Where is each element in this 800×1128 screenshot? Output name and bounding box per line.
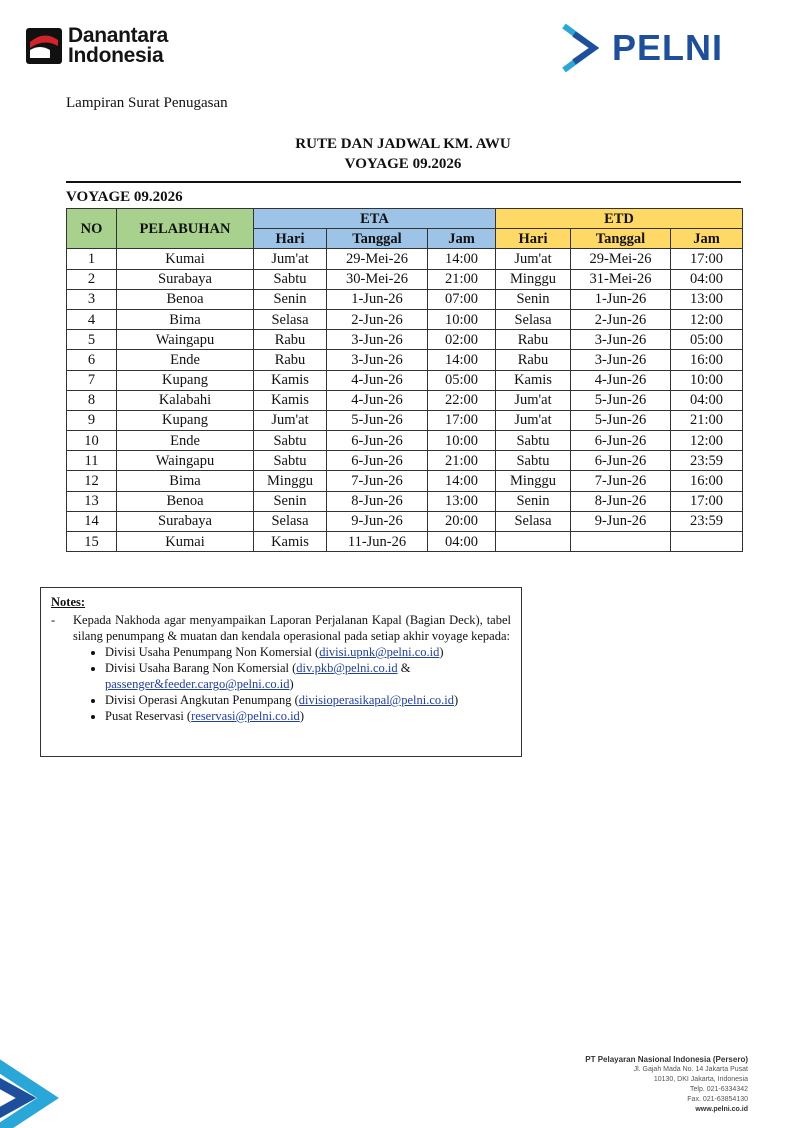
footer-phone: Telp. 021-6334342 xyxy=(690,1086,748,1093)
cell-port: Ende xyxy=(117,431,254,451)
cell-etd-time: 17:00 xyxy=(671,491,743,511)
table-row xyxy=(67,309,743,329)
cell-eta-day: Sabtu xyxy=(254,451,327,471)
cell-etd-time: 17:00 xyxy=(671,249,743,269)
cell-etd-day: Senin xyxy=(496,289,571,309)
cell-eta-day: Senin xyxy=(254,289,327,309)
list-item: • Pusat Reservasi (reservasi@pelni.co.id) xyxy=(105,708,511,724)
cell-eta-date: 30-Mei-26 xyxy=(327,269,428,289)
cell-etd-date: 5-Jun-26 xyxy=(571,390,671,410)
cell-eta-date: 29-Mei-26 xyxy=(327,249,428,269)
cell-etd-date: 3-Jun-26 xyxy=(571,330,671,350)
pelni-mark-icon xyxy=(560,22,604,74)
cell-etd-day: Sabtu xyxy=(496,451,571,471)
cell-eta-time: 04:00 xyxy=(428,532,496,552)
cell-etd-day: Rabu xyxy=(496,350,571,370)
table-row xyxy=(67,451,743,471)
cell-etd-day: Minggu xyxy=(496,269,571,289)
table-row xyxy=(67,330,743,350)
footer-address xyxy=(585,1055,748,1115)
eta-day-header: Hari xyxy=(254,229,327,249)
cell-etd-day: Jum'at xyxy=(496,390,571,410)
notes-box xyxy=(40,587,522,757)
cell-eta-time: 10:00 xyxy=(428,431,496,451)
cell-eta-time: 21:00 xyxy=(428,269,496,289)
danantara-mark-icon xyxy=(26,28,62,64)
cell-etd-time: 21:00 xyxy=(671,410,743,430)
cell-eta-date: 3-Jun-26 xyxy=(327,350,428,370)
cell-etd-day: Sabtu xyxy=(496,431,571,451)
header-divider xyxy=(66,181,741,183)
email-link[interactable]: divisioperasikapal@pelni.co.id xyxy=(298,693,454,707)
cell-etd-date: 8-Jun-26 xyxy=(571,491,671,511)
schedule-table xyxy=(66,208,743,552)
cell-port: Surabaya xyxy=(117,511,254,531)
cell-eta-day: Selasa xyxy=(254,309,327,329)
cell-eta-time: 14:00 xyxy=(428,249,496,269)
cell-port: Kupang xyxy=(117,370,254,390)
email-link[interactable]: div.pkb@pelni.co.id xyxy=(296,661,398,675)
cell-port: Benoa xyxy=(117,289,254,309)
list-item: • Divisi Operasi Angkutan Penumpang (divisioperasikapal@pelni.co.id) xyxy=(105,692,511,708)
cell-etd-time: 04:00 xyxy=(671,269,743,289)
cell-etd-time: 16:00 xyxy=(671,471,743,491)
table-row xyxy=(67,431,743,451)
corner-chevron-icon xyxy=(0,1052,64,1128)
table-row xyxy=(67,390,743,410)
cell-eta-day: Minggu xyxy=(254,471,327,491)
cell-eta-day: Selasa xyxy=(254,511,327,531)
table-row xyxy=(67,471,743,491)
cell-eta-date: 6-Jun-26 xyxy=(327,451,428,471)
cell-port: Benoa xyxy=(117,491,254,511)
cell-eta-time: 05:00 xyxy=(428,370,496,390)
col-port-header: PELABUHAN xyxy=(117,209,254,249)
footer-address-line2: 10130, DKI Jakarta, Indonesia xyxy=(653,1076,748,1083)
cell-no: 14 xyxy=(67,511,117,531)
cell-eta-time: 14:00 xyxy=(428,350,496,370)
email-link[interactable]: reservasi@pelni.co.id xyxy=(191,709,300,723)
pelni-logo xyxy=(560,22,723,74)
cell-etd-time: 04:00 xyxy=(671,390,743,410)
table-row xyxy=(67,491,743,511)
attachment-label: Lampiran Surat Penugasan xyxy=(66,95,228,111)
cell-etd-day: Jum'at xyxy=(496,410,571,430)
table-row xyxy=(67,249,743,269)
footer-fax: Fax. 021-63854130 xyxy=(687,1096,748,1103)
cell-eta-time: 20:00 xyxy=(428,511,496,531)
footer-address-line1: Jl. Gajah Mada No. 14 Jakarta Pusat xyxy=(633,1066,748,1073)
cell-eta-day: Kamis xyxy=(254,370,327,390)
cell-eta-day: Kamis xyxy=(254,532,327,552)
footer-company: PT Pelayaran Nasional Indonesia (Persero) xyxy=(585,1055,748,1064)
cell-etd-date: 7-Jun-26 xyxy=(571,471,671,491)
cell-port: Ende xyxy=(117,350,254,370)
notes-heading: Notes: xyxy=(51,595,86,609)
doc-title: RUTE DAN JADWAL KM. AWU xyxy=(295,136,511,152)
list-item: • Divisi Usaha Penumpang Non Komersial (divisi.upnk@pelni.co.id) xyxy=(105,644,511,660)
logo-text-line1: Danantara xyxy=(68,24,169,47)
cell-no: 5 xyxy=(67,330,117,350)
cell-eta-day: Jum'at xyxy=(254,249,327,269)
cell-etd-day: Jum'at xyxy=(496,249,571,269)
cell-etd-time: 10:00 xyxy=(671,370,743,390)
cell-etd-date: 3-Jun-26 xyxy=(571,350,671,370)
cell-etd-date: 4-Jun-26 xyxy=(571,370,671,390)
footer-website[interactable]: www.pelni.co.id xyxy=(695,1106,748,1113)
cell-eta-time: 17:00 xyxy=(428,410,496,430)
cell-etd-time xyxy=(671,532,743,552)
cell-no: 2 xyxy=(67,269,117,289)
cell-no: 9 xyxy=(67,410,117,430)
email-link[interactable]: divisi.upnk@pelni.co.id xyxy=(319,645,440,659)
cell-port: Kalabahi xyxy=(117,390,254,410)
doc-subtitle: VOYAGE 09.2026 xyxy=(344,156,462,172)
cell-eta-date: 8-Jun-26 xyxy=(327,491,428,511)
cell-no: 7 xyxy=(67,370,117,390)
cell-eta-time: 21:00 xyxy=(428,451,496,471)
etd-time-header: Jam xyxy=(671,229,743,249)
danantara-logo xyxy=(26,26,168,66)
cell-eta-time: 02:00 xyxy=(428,330,496,350)
list-item: • Divisi Usaha Barang Non Komersial (div.pkb@pelni.co.id & passenger&feeder.cargo@pelni.co.id) xyxy=(105,660,511,692)
cell-port: Kumai xyxy=(117,249,254,269)
cell-eta-time: 13:00 xyxy=(428,491,496,511)
cell-no: 13 xyxy=(67,491,117,511)
cell-etd-date: 9-Jun-26 xyxy=(571,511,671,531)
cell-eta-time: 10:00 xyxy=(428,309,496,329)
cell-etd-time: 13:00 xyxy=(671,289,743,309)
cell-no: 12 xyxy=(67,471,117,491)
cell-etd-day: Selasa xyxy=(496,511,571,531)
cell-eta-day: Jum'at xyxy=(254,410,327,430)
cell-etd-day: Senin xyxy=(496,491,571,511)
table-row xyxy=(67,289,743,309)
cell-no: 3 xyxy=(67,289,117,309)
cell-etd-time: 05:00 xyxy=(671,330,743,350)
cell-eta-day: Rabu xyxy=(254,330,327,350)
cell-no: 6 xyxy=(67,350,117,370)
cell-etd-date: 31-Mei-26 xyxy=(571,269,671,289)
cell-eta-date: 4-Jun-26 xyxy=(327,370,428,390)
cell-eta-date: 5-Jun-26 xyxy=(327,410,428,430)
table-row xyxy=(67,269,743,289)
cell-etd-time: 16:00 xyxy=(671,350,743,370)
cell-etd-day xyxy=(496,532,571,552)
cell-eta-date: 2-Jun-26 xyxy=(327,309,428,329)
cell-port: Waingapu xyxy=(117,330,254,350)
cell-eta-day: Sabtu xyxy=(254,431,327,451)
email-link[interactable]: passenger&feeder.cargo@pelni.co.id xyxy=(105,677,290,691)
etd-date-header: Tanggal xyxy=(571,229,671,249)
cell-etd-time: 12:00 xyxy=(671,309,743,329)
cell-etd-time: 23:59 xyxy=(671,451,743,471)
cell-port: Surabaya xyxy=(117,269,254,289)
recipient-list xyxy=(51,644,511,724)
cell-port: Kumai xyxy=(117,532,254,552)
cell-etd-time: 12:00 xyxy=(671,431,743,451)
col-no-header: NO xyxy=(67,209,117,249)
cell-no: 4 xyxy=(67,309,117,329)
cell-eta-day: Senin xyxy=(254,491,327,511)
cell-etd-day: Rabu xyxy=(496,330,571,350)
cell-no: 10 xyxy=(67,431,117,451)
cell-etd-day: Kamis xyxy=(496,370,571,390)
cell-eta-day: Sabtu xyxy=(254,269,327,289)
cell-eta-date: 6-Jun-26 xyxy=(327,431,428,451)
cell-etd-date: 29-Mei-26 xyxy=(571,249,671,269)
eta-header: ETA xyxy=(254,209,496,229)
cell-eta-day: Kamis xyxy=(254,390,327,410)
etd-header: ETD xyxy=(496,209,743,229)
notes-intro: Kepada Nakhoda agar menyampaikan Laporan Perjalanan Kapal (Bagian Deck), tabel silang penumpang & muatan dan kendala operasional pada setiap akhir voyage kepada: xyxy=(73,613,511,643)
table-row xyxy=(67,511,743,531)
etd-day-header: Hari xyxy=(496,229,571,249)
cell-no: 11 xyxy=(67,451,117,471)
cell-etd-day: Minggu xyxy=(496,471,571,491)
cell-eta-time: 07:00 xyxy=(428,289,496,309)
cell-eta-date: 3-Jun-26 xyxy=(327,330,428,350)
notes-dash: - xyxy=(51,613,56,627)
cell-etd-date: 5-Jun-26 xyxy=(571,410,671,430)
eta-date-header: Tanggal xyxy=(327,229,428,249)
cell-eta-day: Rabu xyxy=(254,350,327,370)
cell-no: 15 xyxy=(67,532,117,552)
cell-eta-time: 22:00 xyxy=(428,390,496,410)
cell-eta-date: 7-Jun-26 xyxy=(327,471,428,491)
table-row xyxy=(67,532,743,552)
voyage-label: VOYAGE 09.2026 xyxy=(66,189,183,205)
cell-etd-date: 6-Jun-26 xyxy=(571,451,671,471)
cell-eta-time: 14:00 xyxy=(428,471,496,491)
cell-eta-date: 1-Jun-26 xyxy=(327,289,428,309)
eta-time-header: Jam xyxy=(428,229,496,249)
cell-eta-date: 9-Jun-26 xyxy=(327,511,428,531)
logo-text-line2: Indonesia xyxy=(68,44,164,67)
cell-etd-day: Selasa xyxy=(496,309,571,329)
cell-eta-date: 4-Jun-26 xyxy=(327,390,428,410)
cell-etd-date: 6-Jun-26 xyxy=(571,431,671,451)
cell-no: 1 xyxy=(67,249,117,269)
cell-eta-date: 11-Jun-26 xyxy=(327,532,428,552)
table-row xyxy=(67,370,743,390)
cell-port: Bima xyxy=(117,309,254,329)
cell-etd-date: 2-Jun-26 xyxy=(571,309,671,329)
cell-port: Bima xyxy=(117,471,254,491)
cell-etd-date: 1-Jun-26 xyxy=(571,289,671,309)
table-row xyxy=(67,410,743,430)
cell-etd-date xyxy=(571,532,671,552)
cell-no: 8 xyxy=(67,390,117,410)
table-row xyxy=(67,350,743,370)
cell-port: Waingapu xyxy=(117,451,254,471)
cell-etd-time: 23:59 xyxy=(671,511,743,531)
pelni-wordmark: PELNI xyxy=(612,27,724,68)
cell-port: Kupang xyxy=(117,410,254,430)
